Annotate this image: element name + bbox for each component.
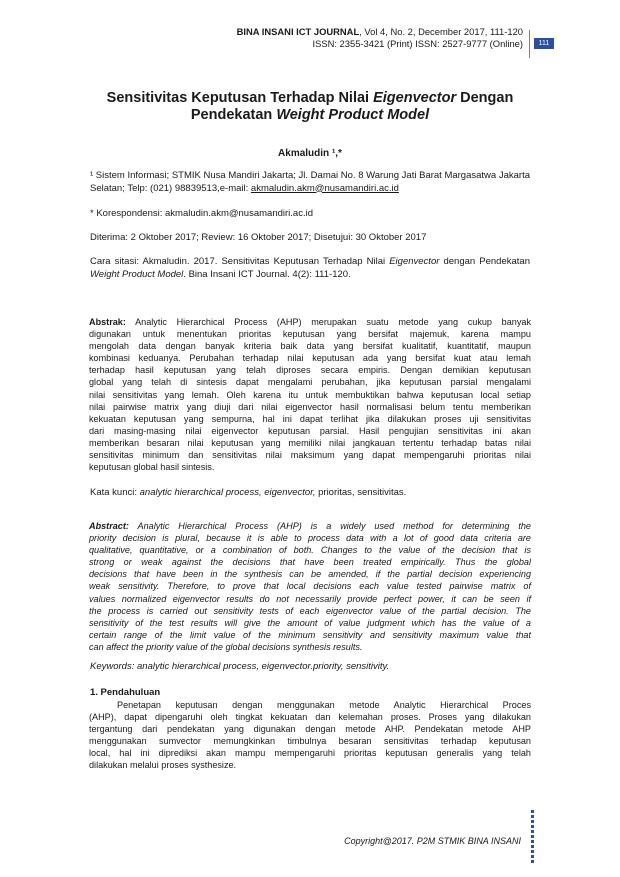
abstract-line: qualitative, quantitative, or a combination of both. Changes to the value of the decision that is	[89, 545, 531, 556]
journal-header	[237, 26, 523, 38]
abstrak-line: nilai sensitivitas yang lemah. Oleh karena itu untuk membuktikan bahwa keputusan local setiap	[89, 389, 531, 400]
title-italic: Eigenvector	[373, 90, 457, 106]
kata-kunci-text: prioritas, sensitivitas.	[315, 487, 407, 498]
title-text: Sensitivitas Keputusan Terhadap Nilai	[106, 90, 374, 106]
abstrak-line: dari masing-masing nilai eigenvector keputusan parsial. Hasil pengujian sensitivitas ini akan	[89, 425, 531, 436]
abstrak-indonesian	[89, 316, 531, 473]
abstrak-line: digunakan untuk menentukan prioritas keputusan yang bersifat majemuk, karena mampu	[89, 329, 531, 340]
abstrak-line: nilai pairwise matrix yang diuji dari nilai eigenvector hasil normalisasi belum tentu memberikan	[89, 401, 531, 412]
header-divider	[529, 30, 530, 58]
kata-kunci	[90, 487, 530, 500]
abstract-line: can affect the priority value of the global decisions synthesis results.	[89, 641, 363, 652]
abstrak-line: memberikan besaran nilai keputusan yang memiliki nilai jangkauan tertentu terhadap batas nilai	[89, 437, 531, 448]
citation-italic: Eigenvector	[389, 256, 440, 267]
abstract-line: values normalized eigenvector results do not necessarily provide perfect power, it can be seen if	[89, 593, 531, 604]
introduction-paragraph	[89, 699, 531, 772]
abstrak-label: Abstrak:	[89, 317, 126, 327]
issn-line: ISSN: 2355-3421 (Print) ISSN: 2527-9777 (Online)	[312, 38, 523, 49]
title-text: Dengan	[456, 90, 514, 106]
abstrak-line: Analytic Hierarchical Process (AHP) merupakan suatu metode yang cukup banyak	[125, 317, 531, 327]
citation-text: . Bina Insani ICT Journal. 4(2): 111-120.	[183, 268, 351, 280]
keywords-english	[90, 661, 530, 674]
abstract-line: the process is carried out sensitivity tests of each eigenvector value of the partial decision. The	[89, 605, 531, 616]
keywords-label: Keywords:	[90, 661, 135, 672]
footer-decorative-bar	[531, 810, 534, 865]
abstrak-line: terhadap hasil keputusan yang telah diproses secara empiris. Dengan demikian keputusan	[89, 365, 531, 376]
abstrak-line: kekuatan keputusan yang sempurna, hal ini dapat terlihat jika dilakukan proses uji sensitivitas	[89, 413, 531, 424]
intro-line: tergantung dari pendekatan yang digunakan dengan metode AHP. Pendekatan metode AHP	[89, 724, 531, 735]
abstrak-line: keputusan global hasil sintesis.	[89, 462, 215, 473]
submission-dates: Diterima: 2 Oktober 2017; Review: 16 Oktober 2017; Disetujui: 30 Oktober 2017	[90, 232, 427, 243]
affiliation-text: ¹ Sistem Informasi; STMIK Nusa Mandiri Jakarta; Jl. Damai No. 8 Warung Jati Barat Margasatwa Jakarta Selatan; Telp: (021) 98839513,e-mail:	[90, 170, 530, 194]
abstract-line: Analytic Hierarchical Process (AHP) is a widely used method for determining the	[128, 521, 531, 531]
intro-line: dilakukan melalui proses systhesize.	[89, 760, 237, 771]
intro-line: local, hal ini diprediksi akan mampu mempengaruhi prioritas keputusan generalis yang telah	[89, 748, 531, 759]
abstrak-line: global yang telah di sintesis dapat mengalami perubahan, jika keputusan parsial mengalami	[89, 377, 531, 388]
abstract-english	[89, 520, 531, 653]
citation-text: dengan Pendekatan	[439, 256, 530, 267]
title-italic: Weight Product Model	[276, 107, 430, 123]
section-heading: 1. Pendahuluan	[90, 687, 161, 698]
author-email-link[interactable]: akmaludin.akm@nusamandiri.ac.id	[250, 182, 399, 194]
abstract-line: decisions that have been in the synthesis can be amended, if the partial decision experiencing	[89, 569, 531, 580]
abstrak-line: mengolah data dengan banyak kriteria baik data yang bersifat kualitatif, kuantitatif, maupun	[89, 341, 531, 352]
volume-info: , Vol 4, No. 2, December 2017, 111-120	[359, 26, 523, 37]
title-text: Pendekatan	[190, 107, 277, 123]
page-number-badge: 111	[534, 38, 554, 49]
abstract-line: certain range of the limit value of the minimum sensitivity and sensitivity maximum value that	[89, 629, 531, 640]
intro-line: Penetapan keputusan dengan menggunakan metode Analytic Hierarchical Proces	[117, 700, 531, 710]
keywords-text: analytic hierarchical process, eigenvector.priority, sensitivity.	[134, 661, 390, 672]
correspondence: * Korespondensi: akmaludin.akm@nusamandiri.ac.id	[90, 208, 313, 219]
kata-kunci-italic: analytic hierarchical process, eigenvector,	[139, 487, 316, 498]
copyright-footer: Copyright@2017. P2M STMIK BINA INSANI	[344, 836, 521, 846]
intro-line: menggunakan sumvector memungkinkan timbulnya besaran sensitivitas terhadap keputusan	[89, 736, 531, 747]
affiliation	[90, 170, 530, 195]
author-name: Akmaludin ¹,*	[278, 148, 342, 159]
paper-title	[60, 90, 560, 124]
abstract-line: strong or weak against the decisions that have been treated empirically. Thus the global	[89, 557, 531, 568]
abstract-line: sensitivity of the test results will give the amount of value judgment which has the value of a	[89, 617, 531, 628]
abstract-line: weak sensitivity. Therefore, to prove that local decisions each value tested pairwise matrix of	[89, 581, 531, 592]
citation-note	[90, 256, 530, 281]
abstrak-line: sensitivitas minimum dan sensitivitas nilai maksimum yang dapat mempengaruhi prioritas nilai	[89, 450, 531, 461]
citation-text: Cara sitasi: Akmaludin. 2017. Sensitivitas Keputusan Terhadap Nilai	[90, 256, 390, 267]
abstract-line: priority decision is plural, because it is able to process data with a lot of good data criteria are	[89, 533, 531, 544]
citation-italic: Weight Product Model	[90, 268, 184, 280]
intro-line: (AHP), dapat dipengaruhi oleh tingkat kekuatan dan kelemahan proses. Proses yang dilakukan	[89, 712, 531, 723]
journal-name: BINA INSANI ICT JOURNAL	[236, 26, 360, 37]
abstrak-line: kombinasi keduanya. Perubahan terhadap nilai keputusan ada yang bersifat kuat atau lemah	[89, 353, 531, 364]
kata-kunci-label: Kata kunci:	[90, 487, 140, 498]
abstract-label: Abstract:	[89, 521, 129, 531]
